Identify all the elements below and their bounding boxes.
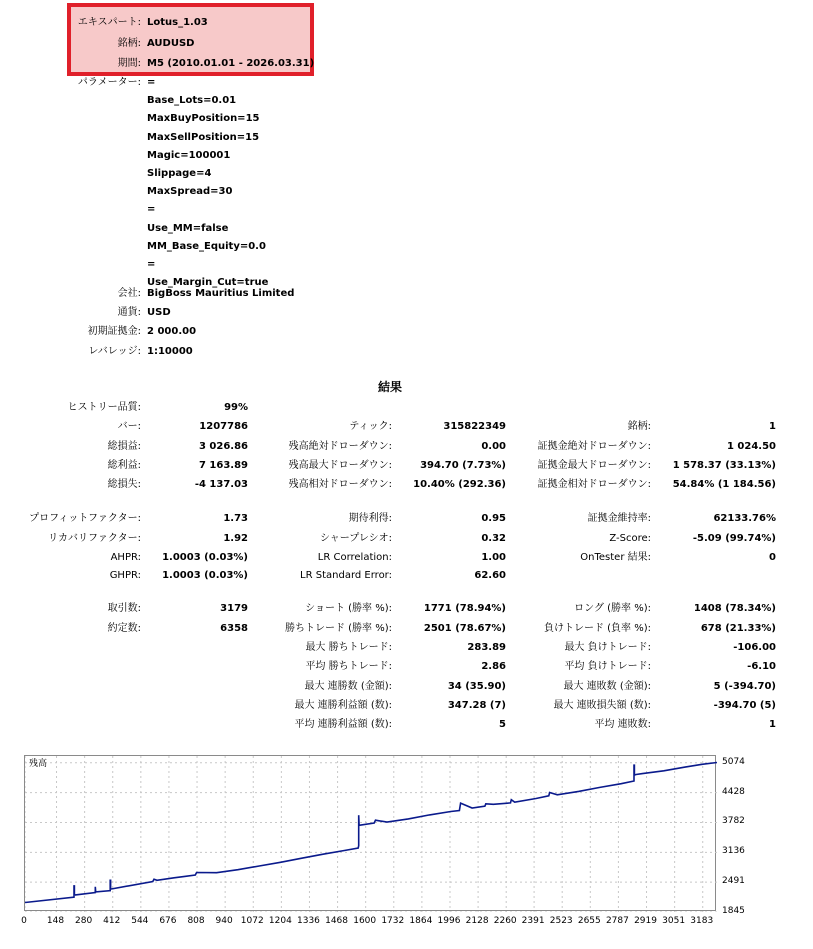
param-item: Base_Lots=0.01	[147, 95, 237, 107]
balance-chart-svg	[25, 756, 717, 912]
result-value: 678 (21.33%)	[700, 623, 776, 634]
param-item: Magic=100001	[147, 149, 231, 161]
result-label: 証拠金維持率:	[587, 513, 651, 524]
param-item: =	[147, 204, 156, 216]
result-value: 2501 (78.67%)	[423, 623, 506, 634]
param-item: Use_Margin_Cut=true	[147, 277, 269, 289]
chart-title: 残高	[29, 759, 48, 769]
param-item: MaxSpread=30	[147, 186, 233, 198]
result-value: 0	[769, 552, 776, 563]
result-value: 1	[769, 421, 776, 432]
result-label: Z-Score:	[609, 533, 651, 544]
result-value: 3 026.86	[198, 441, 248, 452]
param-item: Slippage=4	[147, 168, 212, 179]
leverage-value: 1:10000	[147, 346, 193, 357]
x-tick-label: 2260	[493, 916, 517, 926]
x-tick-label: 1732	[381, 916, 405, 926]
period-label: 期間:	[117, 58, 141, 69]
x-tick-label: 1864	[409, 916, 433, 926]
deposit-label: 初期証拠金:	[87, 326, 141, 337]
result-label: 総損失:	[107, 479, 141, 490]
y-tick-label: 5074	[722, 756, 745, 767]
deposit-value: 2 000.00	[147, 326, 197, 337]
y-tick-label: 3136	[722, 846, 745, 857]
x-tick-label: 2128	[465, 916, 489, 926]
y-tick-label: 3782	[722, 816, 745, 827]
balance-line	[25, 763, 717, 903]
period-value: M5 (2010.01.01 - 2026.03.31)	[147, 58, 315, 69]
x-tick-label: 1996	[437, 916, 461, 926]
x-tick-label: 2523	[549, 916, 573, 926]
company-value: BigBoss Mauritius Limited	[147, 288, 295, 299]
result-label: 最大 連敗損失額 (数):	[553, 700, 651, 711]
result-value: -4 137.03	[194, 479, 248, 490]
result-value: -5.09 (99.74%)	[692, 533, 776, 544]
param-item: MaxSellPosition=15	[147, 131, 260, 143]
result-value: 10.40% (292.36)	[413, 479, 506, 490]
result-label: 平均 勝ちトレード:	[305, 661, 392, 672]
x-tick-label: 2787	[605, 916, 629, 926]
result-label: 約定数:	[107, 623, 141, 634]
params-label: パラメーター:	[77, 77, 141, 88]
result-label: 勝ちトレード (勝率 %):	[284, 623, 392, 634]
result-label: ティック:	[349, 421, 392, 432]
x-tick-label: 2919	[634, 916, 657, 926]
history-quality-label: ヒストリー品質:	[67, 402, 141, 413]
result-value: 394.70 (7.73%)	[420, 460, 506, 471]
result-label: 最大 勝ちトレード:	[305, 642, 392, 653]
result-label: 証拠金相対ドローダウン:	[537, 479, 651, 490]
result-label: 平均 連敗数:	[594, 719, 651, 730]
x-tick-label: 412	[103, 916, 121, 926]
x-tick-label: 3183	[690, 916, 714, 926]
x-tick-label: 676	[159, 916, 177, 926]
result-value: 1207786	[199, 421, 248, 432]
company-label: 会社:	[117, 288, 141, 299]
symbol-value: AUDUSD	[147, 38, 195, 49]
result-value: 1	[769, 719, 776, 730]
x-tick-label: 1072	[240, 916, 264, 926]
result-label: 期待利得:	[348, 513, 392, 524]
result-label: LR Standard Error:	[300, 570, 392, 581]
result-value: 62.60	[474, 570, 506, 581]
x-tick-label: 1468	[325, 916, 349, 926]
result-label: 最大 連勝数 (金額):	[304, 681, 392, 692]
x-tick-label: 544	[131, 916, 149, 926]
result-value: 1.0003 (0.03%)	[162, 570, 248, 581]
result-label: リカバリファクター:	[48, 533, 141, 544]
result-label: 残高絶対ドローダウン:	[288, 441, 392, 452]
result-label: OnTester 結果:	[580, 552, 651, 563]
result-label: 最大 連勝利益額 (数):	[294, 700, 392, 711]
result-label: シャープレシオ:	[319, 533, 392, 544]
result-value: 6358	[220, 623, 248, 634]
x-tick-label: 940	[215, 916, 233, 926]
result-label: AHPR:	[110, 552, 141, 563]
param-item: =	[147, 77, 156, 88]
result-value: 2.86	[481, 661, 506, 672]
result-value: 62133.76%	[713, 513, 776, 524]
result-value: 3179	[220, 603, 248, 614]
history-quality-value: 99%	[224, 402, 248, 413]
result-value: 7 163.89	[198, 460, 248, 471]
result-value: -6.10	[747, 661, 776, 672]
result-value: 1.00	[481, 552, 506, 563]
result-value: 1 024.50	[726, 441, 776, 452]
currency-value: USD	[147, 307, 171, 318]
x-tick-label: 280	[75, 916, 93, 926]
result-value: 1.73	[223, 513, 248, 524]
result-value: 1 578.37 (33.13%)	[672, 460, 776, 471]
result-value: 1408 (78.34%)	[693, 603, 776, 614]
result-label: 最大 負けトレード:	[564, 642, 651, 653]
result-value: 0.00	[481, 441, 506, 452]
result-value: 1.0003 (0.03%)	[162, 552, 248, 563]
result-value: 5 (-394.70)	[713, 681, 776, 692]
balance-chart	[24, 755, 716, 911]
y-tick-label: 1845	[722, 906, 745, 916]
result-value: 1771 (78.94%)	[423, 603, 506, 614]
result-label: GHPR:	[109, 570, 141, 581]
param-item: MM_Base_Equity=0.0	[147, 240, 266, 252]
result-value: 34 (35.90)	[447, 681, 506, 692]
param-item: Use_MM=false	[147, 222, 229, 234]
x-tick-label: 2655	[577, 916, 601, 926]
result-label: 銘柄:	[627, 421, 651, 432]
result-label: ショート (勝率 %):	[305, 603, 392, 614]
result-value: 5	[499, 719, 506, 730]
x-tick-label: 148	[46, 916, 65, 926]
x-tick-label: 3051	[662, 916, 686, 926]
x-tick-label: 808	[187, 916, 205, 926]
y-tick-label: 2491	[722, 876, 745, 887]
result-label: 平均 負けトレード:	[564, 661, 651, 672]
x-tick-label: 2391	[521, 916, 545, 926]
result-value: 1.92	[223, 533, 248, 544]
x-tick-label: 0	[21, 916, 27, 926]
result-label: ロング (勝率 %):	[574, 603, 651, 614]
result-label: 証拠金最大ドローダウン:	[537, 460, 651, 471]
expert-value: Lotus_1.03	[147, 17, 208, 28]
result-value: 283.89	[467, 642, 506, 653]
result-label: 負けトレード (負率 %):	[543, 623, 651, 634]
results-title: 結果	[377, 380, 402, 394]
param-item: MaxBuyPosition=15	[147, 113, 260, 125]
result-value: 54.84% (1 184.56)	[672, 479, 776, 490]
result-value: 0.95	[481, 513, 506, 524]
result-value: 347.28 (7)	[447, 700, 506, 711]
result-label: 取引数:	[107, 603, 141, 614]
result-value: 0.32	[481, 533, 506, 544]
expert-label: エキスパート:	[77, 17, 141, 28]
y-tick-label: 4428	[722, 786, 745, 797]
x-tick-label: 1600	[353, 916, 377, 926]
result-label: バー:	[117, 421, 141, 432]
result-label: プロフィットファクター:	[29, 513, 141, 524]
symbol-label: 銘柄:	[117, 38, 141, 49]
result-label: 最大 連敗数 (金額):	[563, 681, 651, 692]
result-value: -106.00	[733, 642, 776, 653]
x-tick-label: 1336	[297, 916, 320, 926]
currency-label: 通貨:	[117, 307, 141, 318]
result-label: 平均 連勝利益額 (数):	[294, 719, 392, 730]
result-label: 残高相対ドローダウン:	[288, 479, 392, 490]
result-label: 総損益:	[107, 441, 141, 452]
result-label: LR Correlation:	[317, 552, 392, 563]
result-label: 総利益:	[107, 460, 141, 471]
leverage-label: レバレッジ:	[88, 346, 141, 357]
result-value: -394.70 (5)	[713, 700, 776, 711]
result-label: 証拠金絶対ドローダウン:	[537, 441, 651, 452]
result-label: 残高最大ドローダウン:	[288, 460, 392, 471]
param-item: =	[147, 259, 156, 270]
result-value: 315822349	[443, 421, 506, 432]
x-tick-label: 1204	[268, 916, 292, 926]
